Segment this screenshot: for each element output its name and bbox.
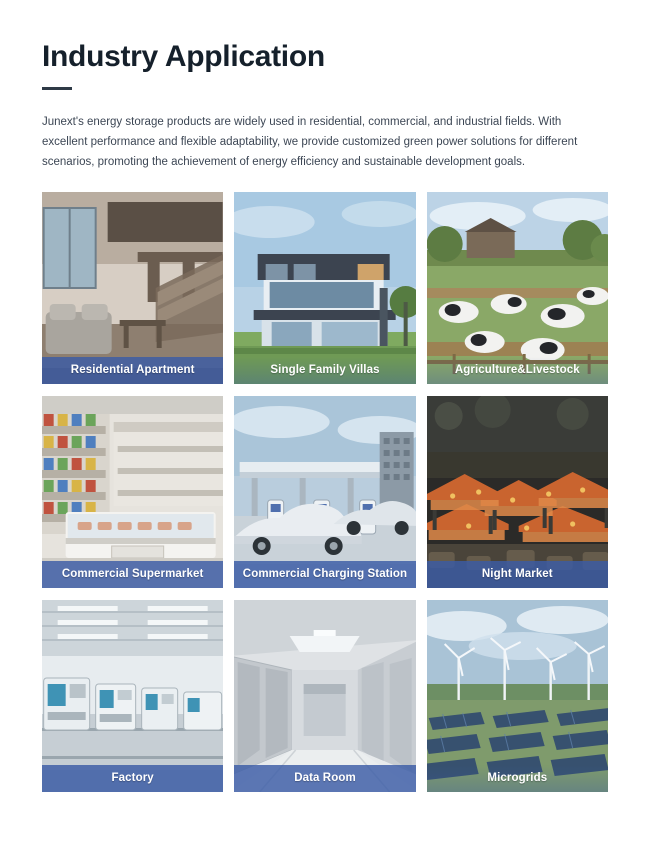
application-card[interactable] xyxy=(427,192,608,384)
data-room-corridor-icon xyxy=(234,600,415,792)
interior-living-room-icon xyxy=(42,192,223,384)
card-caption: Single Family Villas xyxy=(234,357,415,384)
modern-villa-icon xyxy=(234,192,415,384)
application-card-grid xyxy=(42,192,608,792)
solar-wind-farm-icon xyxy=(427,600,608,792)
application-card[interactable] xyxy=(234,396,415,588)
factory-floor-icon xyxy=(42,600,223,792)
night-market-tents-icon xyxy=(427,396,608,588)
application-card[interactable] xyxy=(234,192,415,384)
application-card[interactable] xyxy=(427,600,608,792)
cattle-field-icon xyxy=(427,192,608,384)
card-caption: Microgrids xyxy=(427,765,608,792)
card-caption: Data Room xyxy=(234,765,415,792)
application-card[interactable] xyxy=(427,396,608,588)
intro-paragraph: Junext's energy storage products are widely used in residential, commercial, and industrial fields. With excellent performance and flexible adaptability, we provide customized green power solutions for different scenarios, promoting the achievement of energy efficiency and sustainable development goals. xyxy=(42,116,578,169)
card-caption: Residential Apartment xyxy=(42,357,223,384)
card-caption: Night Market xyxy=(427,561,608,588)
application-card[interactable] xyxy=(234,600,415,792)
card-caption: Factory xyxy=(42,765,223,792)
application-card[interactable] xyxy=(42,600,223,792)
title-underline-rule xyxy=(42,87,72,90)
card-caption: Commercial Supermarket xyxy=(42,561,223,588)
card-caption: Agriculture&Livestock xyxy=(427,357,608,384)
application-card[interactable] xyxy=(42,192,223,384)
card-caption: Commercial Charging Station xyxy=(234,561,415,588)
page-title: Industry Application xyxy=(42,40,325,73)
ev-charging-station-icon xyxy=(234,396,415,588)
application-card[interactable] xyxy=(42,396,223,588)
supermarket-aisle-icon xyxy=(42,396,223,588)
